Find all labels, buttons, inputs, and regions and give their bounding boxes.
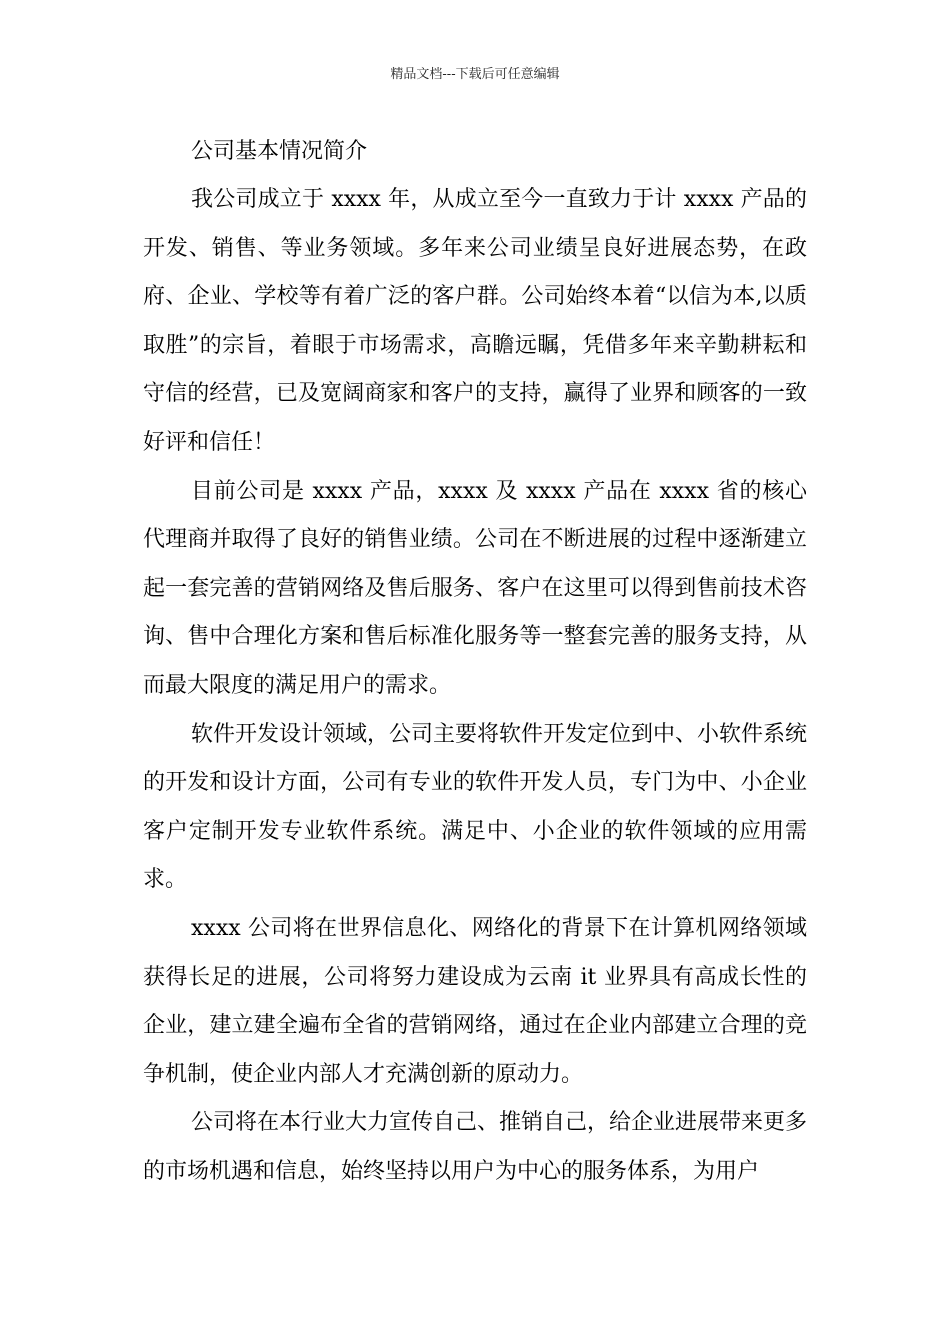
paragraph-company-founding: 我公司成立于 xxxx 年，从成立至今一直致力于计 xxxx 产品的开发、销售、等业务领域。多年来公司业绩呈良好进展态势，在政府、企业、学校等有着广泛的客户群。公司始终本着“以信为本,以质取胜”的宗旨，着眼于市场需求，高瞻远瞩，凭借多年来辛勤耕耘和守信的经营，已及宽阔商家和客户的支持，赢得了业界和顾客的一致好评和信任！ xyxy=(143,187,807,455)
document-body xyxy=(143,128,807,1196)
paragraph-current-business: 目前公司是 xxxx 产品，xxxx 及 xxxx 产品在 xxxx 省的核心代理商并取得了良好的销售业绩。公司在不断进展的过程中逐渐建立起一套完善的营销网络及售后服务、客户在这里可以得到售前技术咨询、售中合理化方案和售后标准化服务等一整套完善的服务支持，从而最大限度的满足用户的需求。 xyxy=(143,478,807,698)
document-title: 公司基本情况简介 xyxy=(191,139,368,164)
paragraph-promotion: 公司将在本行业大力宣传自己、推销自己，给企业进展带来更多的市场机遇和信息，始终坚持以用户为中心的服务体系，为用户 xyxy=(143,1110,808,1184)
page-header: 精品文档---下载后可任意编辑 xyxy=(390,67,560,82)
paragraph-software-development: 软件开发设计领域，公司主要将软件开发定位到中、小软件系统的开发和设计方面，公司有专业的软件开发人员，专门为中、小企业客户定制开发专业软件系统。满足中、小企业的软件领域的应用需求。 xyxy=(143,721,808,893)
paragraph-future-goals: xxxx 公司将在世界信息化、网络化的背景下在计算机网络领域获得长足的进展，公司将努力建设成为云南 it 业界具有高成长性的企业，建立建全遍布全省的营销网络，通过在企业内部建立合理的竞争机制，使企业内部人才充满创新的原动力。 xyxy=(143,915,807,1087)
